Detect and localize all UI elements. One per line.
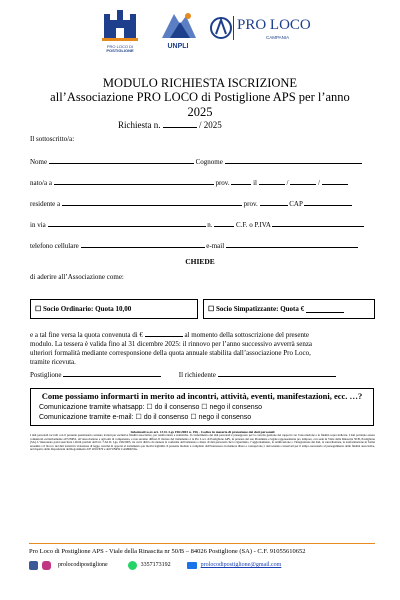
unpli-logo	[156, 8, 200, 54]
address-row	[30, 219, 364, 230]
residence-row	[30, 198, 352, 209]
fee-line-4: tramite ricevuta.	[30, 358, 76, 366]
brand-subtitle: CAMPANIA	[266, 35, 290, 40]
option-ordinary-checkbox[interactable]: ☐	[35, 304, 42, 313]
unpli-mark-icon	[156, 8, 200, 42]
birth-year-field[interactable]	[322, 177, 348, 185]
request-number-year: / 2025	[199, 120, 222, 130]
birth-prov-field[interactable]	[231, 177, 251, 185]
email-consent[interactable]: Comunicazione tramite e-mail: ☐ do il consenso ☐ nego il consenso	[39, 414, 252, 421]
castle-icon	[94, 8, 146, 44]
fee-line-2: modulo. La tessera è valida fino al 31 dicembre 2025: il rinnovo per l’anno successivo avverrà senza	[30, 340, 313, 348]
cap-field[interactable]	[304, 198, 352, 206]
option-supporter-label: Socio Simpatizzante: Quota €	[216, 304, 305, 313]
birthplace-label: nato/a a	[30, 179, 52, 187]
email-field[interactable]	[226, 240, 358, 248]
birthdate-label: il	[253, 179, 257, 187]
birth-prov-label: prov.	[215, 179, 230, 187]
birthplace-field[interactable]	[54, 177, 214, 185]
privacy-title: Informativa ex art. 13 D. Lgs 196/2003 n. 196 - Codice in materia di protezione dei dati personali	[130, 430, 275, 434]
residence-prov-field[interactable]	[260, 198, 288, 206]
request-text: di aderire all’Associazione come:	[30, 273, 124, 281]
title-line-1: MODULO RICHIESTA ISCRIZIONE	[102, 76, 298, 90]
unpli-label: UNPLI	[167, 43, 189, 50]
phone-field[interactable]	[81, 240, 205, 248]
title-line-2: all’Associazione PRO LOCO di Postiglione APS per l’anno	[50, 90, 350, 104]
request-number	[118, 120, 222, 130]
residence-field[interactable]	[62, 198, 242, 206]
signature-row	[30, 369, 336, 380]
phone-label: telefono cellulare	[30, 242, 79, 250]
signature-field[interactable]	[218, 369, 336, 377]
date-separator-1: /	[286, 179, 289, 187]
subscriber-label: Il sottoscritto/a:	[30, 135, 75, 143]
logo-left-line-1: PRO LOCO DI	[106, 44, 134, 49]
brand-name: PRO LOCO	[237, 17, 311, 33]
signature-place: Postiglione	[30, 371, 62, 379]
title-line-3: 2025	[187, 105, 213, 119]
pro-loco-postiglione-logo	[94, 8, 146, 54]
residence-prov-label: prov.	[243, 200, 258, 208]
footer-address: Pro Loco di Postiglione APS - Viale della Rinascita nr 50/B – 84026 Postiglione (SA) - C.F. 91055610652	[29, 548, 306, 555]
facebook-icon[interactable]	[29, 561, 38, 570]
pro-loco-campania-logo	[210, 8, 311, 54]
option-supporter-checkbox[interactable]: ☐	[208, 304, 215, 313]
fee-text-1a: e a tal fine versa la quota convenuta di €	[30, 331, 143, 339]
tax-code-field[interactable]	[272, 219, 364, 227]
request-heading: CHIEDE	[185, 257, 215, 266]
communication-question: Come possiamo informarti in merito ad incontri, attività, eventi, manifestazioni, ecc. …?	[41, 391, 363, 401]
date-separator-2: /	[317, 179, 320, 187]
signature-date-field[interactable]	[63, 369, 161, 377]
tax-code-label: C.F. o P.IVA	[236, 221, 271, 229]
cap-label: CAP	[289, 200, 303, 208]
social-handle[interactable]: prolocodipostiglione	[58, 562, 108, 568]
fee-line-3: ulteriori formalità mediante corresponsione della quota annuale stabilita dall’associazione Pro Loco,	[30, 349, 311, 357]
option-supporter-member[interactable]	[203, 299, 375, 319]
signature-label: Il richiedente	[178, 371, 216, 379]
brand-divider	[233, 16, 234, 40]
mail-icon	[187, 562, 197, 569]
supporter-amount-field[interactable]	[306, 305, 344, 313]
footer-divider	[29, 543, 375, 544]
street-label: in via	[30, 221, 46, 229]
contact-row	[30, 240, 358, 251]
surname-label: Cognome	[195, 158, 223, 166]
street-field[interactable]	[48, 219, 206, 227]
email-label: e-mail	[206, 242, 225, 250]
fee-amount-field[interactable]	[145, 329, 183, 337]
request-number-field[interactable]	[163, 120, 197, 128]
birth-day-field[interactable]	[259, 177, 285, 185]
communication-consent-box	[30, 388, 374, 426]
birth-row	[30, 177, 348, 188]
logo-left-line-2: POSTIGLIONE	[106, 48, 134, 53]
street-number-field[interactable]	[214, 219, 234, 227]
option-ordinary-label: Socio Ordinario: Quota 10,00	[43, 304, 132, 313]
instagram-icon[interactable]	[42, 561, 51, 570]
footer-contacts	[29, 559, 281, 571]
fee-text-1b: al momento della sottoscrizione del presente	[184, 331, 310, 339]
request-number-label: Richiesta n.	[118, 120, 161, 130]
residence-label: residente a	[30, 200, 61, 208]
logo-bar	[0, 8, 400, 64]
fee-line-1	[30, 329, 375, 340]
surname-field[interactable]	[225, 156, 362, 164]
option-ordinary-member[interactable]	[30, 299, 198, 319]
birth-month-field[interactable]	[290, 177, 316, 185]
name-row	[30, 156, 362, 167]
street-number-label: n.	[207, 221, 213, 229]
name-label: Nome	[30, 158, 48, 166]
name-field[interactable]	[49, 156, 194, 164]
whatsapp-consent[interactable]: Comunicazione tramite whatsapp: ☐ do il consenso ☐ nego il consenso	[39, 404, 263, 411]
pro-loco-mark-icon	[210, 14, 232, 42]
whatsapp-icon	[128, 561, 137, 570]
footer-phone[interactable]: 3357173192	[140, 562, 171, 568]
fee-paragraph	[30, 329, 375, 367]
privacy-text: I dati personali raccolti con il presente questionario saranno trattati per esclusive finalità associative, per rendicontare e statistiche. Il conferimento dei dati personali è presupposto per la corretta gestione dei rapporti con l’associazione e le finalità sopra indicate. I dati potranno essere comunicati esclusivamente all’UNPLI, all’Associazione e agli enti di competenza, e non saranno diffusi. Il titolare del trattamento è la Pro Loco di Postiglione APS, in persona del suo Presidente e legale rappresentante pro tempore, con sede in Viale della Rinascita 50/B, Postiglione (SA). L’interessato potrà esercitare i diritti previsti dall’art. 7 del D. Lgs. 196/2003, tra cui il diritto di ottenere la conferma dell’esistenza o meno di dati personali che lo riguardano, l’aggiornamento, la rettificazione o l’integrazione dei dati, la cancellazione, la trasformazione in forma anonima o il blocco dei dati trattati in violazione di legge, nonché di opporsi al trattamento per motivi legittimi. Il presente modulo è compilato dall’interessato in maniera libera e consapevole; i dati saranno conservati per il tempo necessario al perseguimento delle finalità associative, nel rispetto delle disposizioni del Regolamento UE 2016/679 e dell’UNPLI CAMPANIA.	[30, 433, 375, 452]
footer-email-link[interactable]: prolocodipostiglione@gmail.com	[200, 562, 282, 568]
